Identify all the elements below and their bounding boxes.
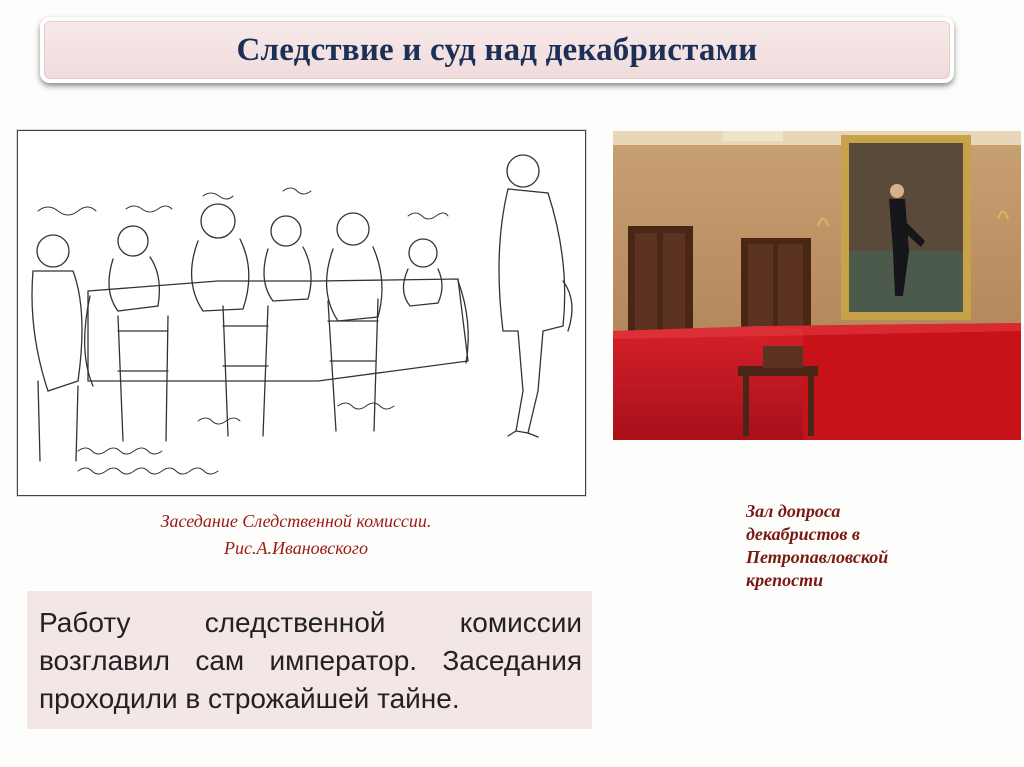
hall-caption-line1: Зал допроса	[746, 501, 841, 521]
hall-photo-drawing	[613, 131, 1021, 440]
title-banner	[40, 17, 954, 83]
hall-caption-line3: Петропавловской	[746, 547, 889, 567]
hall-caption-line4: крепости	[746, 570, 824, 590]
note-text: Работу следственной комиссии возглавил сам император. Заседания проходили в строжайшей тайне.	[39, 607, 582, 714]
interrogation-hall-photo	[613, 131, 1021, 440]
sketch-caption-line2: Рис.А.Ивановского	[224, 538, 368, 558]
hall-caption-line2: декабристов в	[746, 524, 860, 544]
commission-sketch-image	[17, 130, 586, 496]
slide-title: Следствие и суд над декабристами	[236, 31, 758, 68]
hall-caption	[746, 500, 986, 592]
note-box	[27, 591, 592, 729]
sketch-caption	[66, 508, 526, 562]
sketch-drawing	[18, 131, 585, 495]
sketch-caption-line1: Заседание Следственной комиссии.	[160, 511, 432, 531]
